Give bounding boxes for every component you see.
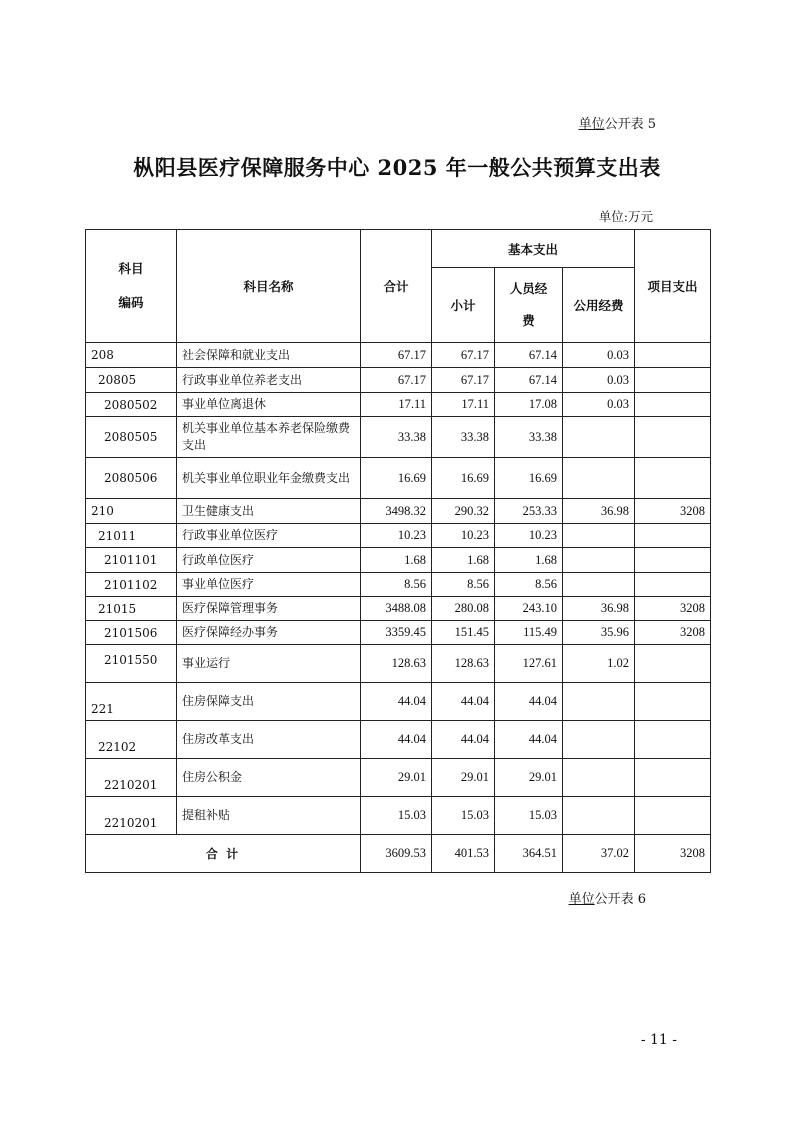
- row-name: 事业单位离退休: [177, 393, 361, 417]
- row-project: [635, 721, 711, 759]
- table-row: [86, 499, 711, 524]
- row-public: 0.03: [563, 368, 635, 393]
- row-personnel: 127.61: [495, 645, 563, 683]
- row-subtotal: 29.01: [432, 759, 495, 797]
- row-personnel: 115.49: [495, 621, 563, 645]
- row-personnel: 67.14: [495, 368, 563, 393]
- row-personnel: 1.68: [495, 548, 563, 573]
- row-personnel: 17.08: [495, 393, 563, 417]
- row-public: [563, 721, 635, 759]
- header-personnel-line2: 费: [522, 313, 535, 328]
- row-total: 8.56: [361, 573, 432, 597]
- row-personnel: 8.56: [495, 573, 563, 597]
- total-personnel: 364.51: [495, 835, 563, 873]
- row-personnel: 67.14: [495, 343, 563, 368]
- table-tag-top-unit: 单位: [578, 117, 605, 132]
- header-code-line2: 编码: [118, 295, 144, 310]
- page-number: - 11 -: [640, 1032, 677, 1048]
- total-label: 合 计: [86, 835, 361, 873]
- row-subtotal: 8.56: [432, 573, 495, 597]
- row-name: 行政事业单位医疗: [177, 524, 361, 548]
- row-subtotal: 67.17: [432, 343, 495, 368]
- row-subtotal: 128.63: [432, 645, 495, 683]
- row-subtotal: 1.68: [432, 548, 495, 573]
- table-tag-bottom-unit: 单位: [568, 892, 595, 907]
- row-total: 3359.45: [361, 621, 432, 645]
- header-code: [86, 230, 177, 343]
- row-personnel: 10.23: [495, 524, 563, 548]
- row-subtotal: 15.03: [432, 797, 495, 835]
- row-public: [563, 683, 635, 721]
- table-row: [86, 621, 711, 645]
- row-code: 2101102: [86, 573, 177, 597]
- table-row: [86, 645, 711, 683]
- row-code: 208: [86, 343, 177, 368]
- row-total: 67.17: [361, 368, 432, 393]
- row-public: [563, 797, 635, 835]
- table-row: [86, 548, 711, 573]
- row-subtotal: 10.23: [432, 524, 495, 548]
- row-project: [635, 645, 711, 683]
- row-project: [635, 797, 711, 835]
- row-name: 提租补贴: [177, 797, 361, 835]
- row-public: 1.02: [563, 645, 635, 683]
- row-total: 3488.08: [361, 597, 432, 621]
- total-project: 3208: [635, 835, 711, 873]
- row-total: 44.04: [361, 721, 432, 759]
- row-personnel: 16.69: [495, 458, 563, 499]
- total-total: 3609.53: [361, 835, 432, 873]
- row-subtotal: 151.45: [432, 621, 495, 645]
- page-title: 枞阳县医疗保障服务中心 2025 年一般公共预算支出表: [133, 155, 661, 180]
- row-public: 35.96: [563, 621, 635, 645]
- table-tag-bottom: [569, 888, 646, 907]
- total-public: 37.02: [563, 835, 635, 873]
- row-personnel: 29.01: [495, 759, 563, 797]
- row-total: 33.38: [361, 417, 432, 458]
- row-code: 2210201: [86, 797, 177, 835]
- row-total: 15.03: [361, 797, 432, 835]
- row-project: [635, 573, 711, 597]
- row-project: [635, 393, 711, 417]
- row-code: 22102: [86, 721, 177, 759]
- row-name: 医疗保障管理事务: [177, 597, 361, 621]
- row-personnel: 44.04: [495, 683, 563, 721]
- table-row: [86, 343, 711, 368]
- total-row: [86, 835, 711, 873]
- row-subtotal: 290.32: [432, 499, 495, 524]
- row-public: 0.03: [563, 343, 635, 368]
- header-total: 合计: [361, 230, 432, 343]
- header-name: 科目名称: [177, 230, 361, 343]
- table-row: [86, 417, 711, 458]
- row-code: 21015: [86, 597, 177, 621]
- budget-table: [85, 229, 711, 873]
- row-personnel: 15.03: [495, 797, 563, 835]
- row-project: [635, 343, 711, 368]
- unit-label: 单位:万元: [598, 209, 653, 224]
- row-personnel: 44.04: [495, 721, 563, 759]
- header-personnel: [495, 268, 563, 343]
- row-subtotal: 17.11: [432, 393, 495, 417]
- row-subtotal: 44.04: [432, 721, 495, 759]
- row-personnel: 243.10: [495, 597, 563, 621]
- row-project: [635, 368, 711, 393]
- row-subtotal: 33.38: [432, 417, 495, 458]
- row-code: 221: [86, 683, 177, 721]
- row-code: 2080506: [86, 458, 177, 499]
- row-name: 住房改革支出: [177, 721, 361, 759]
- row-name: 住房保障支出: [177, 683, 361, 721]
- table-tag-top: [579, 113, 656, 132]
- row-public: [563, 573, 635, 597]
- row-project: [635, 524, 711, 548]
- table-row: [86, 683, 711, 721]
- row-code: 2101550: [86, 645, 177, 683]
- row-code: 20805: [86, 368, 177, 393]
- row-project: [635, 458, 711, 499]
- header-subtotal: 小计: [432, 268, 495, 343]
- header-public: 公用经费: [563, 268, 635, 343]
- row-subtotal: 67.17: [432, 368, 495, 393]
- row-project: 3208: [635, 499, 711, 524]
- row-name: 社会保障和就业支出: [177, 343, 361, 368]
- table-row: [86, 458, 711, 499]
- row-personnel: 253.33: [495, 499, 563, 524]
- row-project: 3208: [635, 597, 711, 621]
- row-public: [563, 458, 635, 499]
- row-total: 44.04: [361, 683, 432, 721]
- row-project: [635, 417, 711, 458]
- row-code: 210: [86, 499, 177, 524]
- row-public: 36.98: [563, 597, 635, 621]
- row-code: 2080505: [86, 417, 177, 458]
- row-subtotal: 16.69: [432, 458, 495, 499]
- header-project: 项目支出: [635, 230, 711, 343]
- row-name: 行政事业单位养老支出: [177, 368, 361, 393]
- row-total: 17.11: [361, 393, 432, 417]
- row-name: 住房公积金: [177, 759, 361, 797]
- table-row: [86, 393, 711, 417]
- row-total: 10.23: [361, 524, 432, 548]
- row-name: 机关事业单位职业年金缴费支出: [177, 458, 361, 499]
- header-code-line1: 科目: [118, 261, 144, 276]
- row-project: [635, 683, 711, 721]
- row-public: [563, 548, 635, 573]
- row-name: 卫生健康支出: [177, 499, 361, 524]
- row-personnel: 33.38: [495, 417, 563, 458]
- table-tag-top-rest: 公开表 5: [604, 117, 656, 132]
- header-basic: 基本支出: [432, 230, 635, 268]
- table-row: [86, 759, 711, 797]
- row-code: 21011: [86, 524, 177, 548]
- table-row: [86, 573, 711, 597]
- row-public: 36.98: [563, 499, 635, 524]
- row-public: [563, 759, 635, 797]
- row-name: 行政单位医疗: [177, 548, 361, 573]
- row-subtotal: 280.08: [432, 597, 495, 621]
- row-name: 机关事业单位基本养老保险缴费支出: [177, 417, 361, 458]
- total-subtotal: 401.53: [432, 835, 495, 873]
- row-total: 16.69: [361, 458, 432, 499]
- row-total: 67.17: [361, 343, 432, 368]
- row-project: 3208: [635, 621, 711, 645]
- header-personnel-line1: 人员经: [509, 281, 548, 296]
- row-subtotal: 44.04: [432, 683, 495, 721]
- row-project: [635, 759, 711, 797]
- row-project: [635, 548, 711, 573]
- row-name: 医疗保障经办事务: [177, 621, 361, 645]
- table-row: [86, 368, 711, 393]
- row-name: 事业单位医疗: [177, 573, 361, 597]
- row-name: 事业运行: [177, 645, 361, 683]
- row-total: 1.68: [361, 548, 432, 573]
- row-total: 128.63: [361, 645, 432, 683]
- row-public: [563, 417, 635, 458]
- table-row: [86, 797, 711, 835]
- row-code: 2101101: [86, 548, 177, 573]
- table-row: [86, 597, 711, 621]
- row-public: 0.03: [563, 393, 635, 417]
- table-tag-bottom-rest: 公开表 6: [594, 892, 646, 907]
- row-total: 29.01: [361, 759, 432, 797]
- row-code: 2210201: [86, 759, 177, 797]
- table-row: [86, 524, 711, 548]
- row-code: 2101506: [86, 621, 177, 645]
- table-row: [86, 721, 711, 759]
- row-public: [563, 524, 635, 548]
- row-code: 2080502: [86, 393, 177, 417]
- row-total: 3498.32: [361, 499, 432, 524]
